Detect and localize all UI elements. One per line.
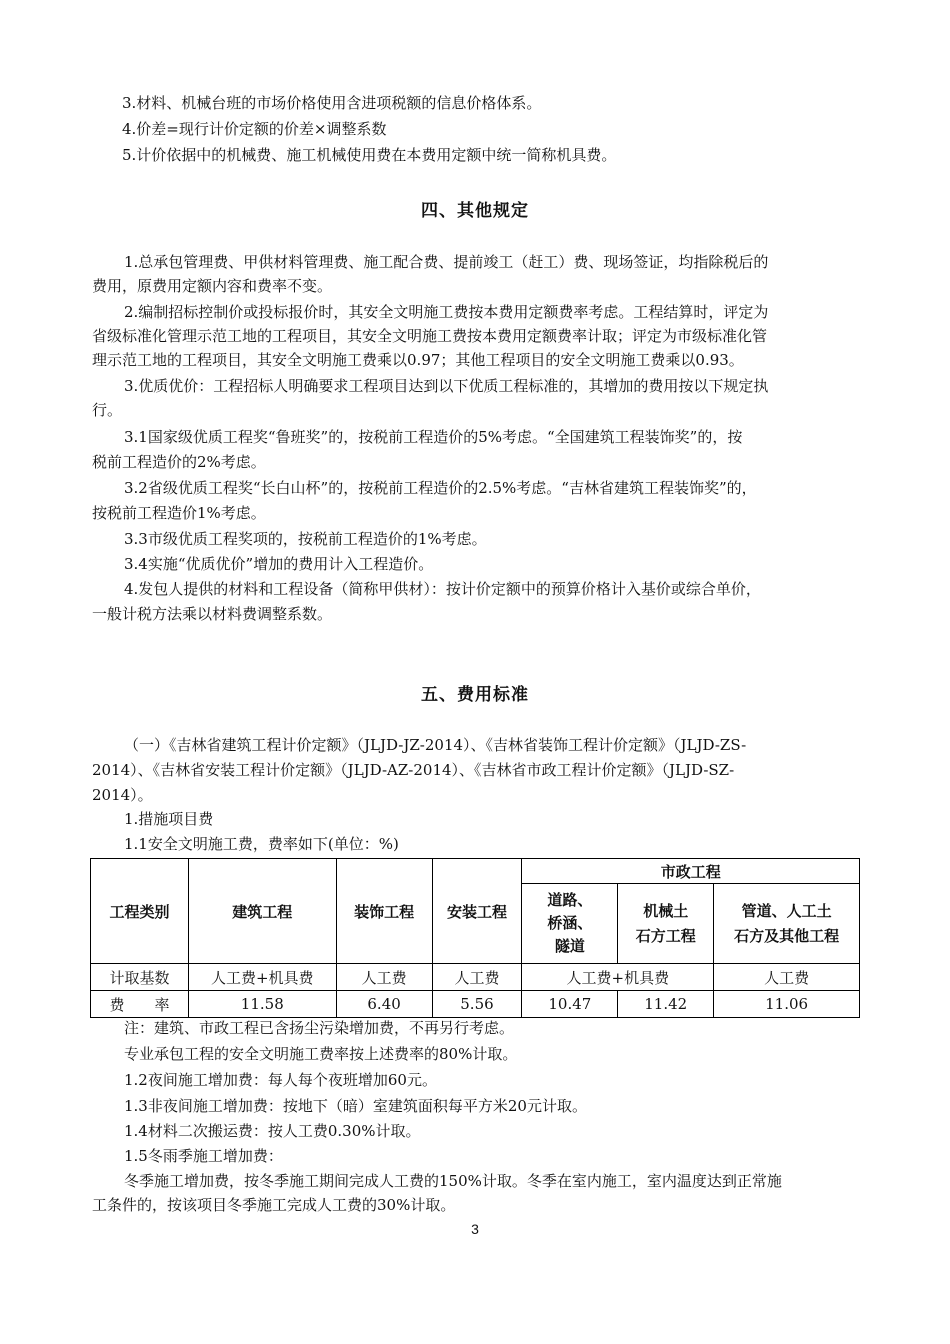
s4-line: 税前工程造价的2%考虑。: [92, 453, 266, 471]
item-4: 4.价差=现行计价定额的价差×调整系数: [122, 120, 387, 138]
s4-line: 理示范工地的工程项目，其安全文明施工费乘以0.97；其他工程项目的安全文明施工费乘以0.93。: [92, 351, 744, 369]
table-cell: 6.40: [336, 991, 432, 1018]
header-text: 石方及其他工程: [734, 926, 840, 945]
body-line: 1.4材料二次搬运费：按人工费0.30%计取。: [124, 1122, 421, 1140]
body-line: 冬季施工增加费，按冬季施工期间完成人工费的150%计取。冬季在室内施工，室内温度达到正常施: [124, 1172, 782, 1190]
header-building: 建筑工程: [188, 859, 336, 964]
header-text: 桥涵、: [547, 914, 593, 932]
s4-line: 3.1国家级优质工程奖“鲁班奖”的，按税前工程造价的5%考虑。“全国建筑工程装饰奖”的，按: [124, 428, 743, 446]
s5-line: （一）《吉林省建筑工程计价定额》（JLJD-JZ-2014）、《吉林省装饰工程计价定额》（JLJD-ZS-: [124, 736, 747, 754]
body-line: 1.3非夜间施工增加费：按地下（暗）室建筑面积每平方米20元计取。: [124, 1097, 587, 1115]
item-3: 3.材料、机械台班的市场价格使用含进项税额的信息价格体系。: [122, 94, 542, 112]
table-row: [91, 991, 860, 1018]
s5-line: 2014）、《吉林省安装工程计价定额》（JLJD-AZ-2014）、《吉林省市政工程计价定额》（JLJD-SZ-: [92, 761, 735, 779]
header-decoration: 装饰工程: [336, 859, 432, 964]
header-install: 安装工程: [432, 859, 522, 964]
table-cell: 5.56: [432, 991, 522, 1018]
section-4-heading: 四、其他规定: [421, 201, 529, 221]
body-line: 工条件的，按该项目冬季施工完成人工费的30%计取。: [92, 1196, 456, 1214]
s5-line: 1.措施项目费: [124, 810, 214, 828]
table-cell: 11.58: [188, 991, 336, 1018]
s4-line: 4.发包人提供的材料和工程设备（简称甲供材）：按计价定额中的预算价格计入基价或综合单价，: [124, 580, 761, 598]
s4-line: 3.3市级优质工程奖项的，按税前工程造价的1%考虑。: [124, 530, 487, 548]
header-text: 管道、人工土: [741, 901, 832, 920]
header-text: 机械土: [643, 901, 689, 920]
header-mechanical-earthwork: [618, 884, 714, 964]
s4-line: 1.总承包管理费、甲供材料管理费、施工配合费、提前竣工（赶工）费、现场签证，均指除税后的: [124, 253, 769, 271]
s4-line: 省级标准化管理示范工地的工程项目，其安全文明施工费按本费用定额费率计取；评定为市级标准化管: [92, 327, 768, 345]
s4-line: 3.4实施“优质优价”增加的费用计入工程造价。: [124, 555, 434, 573]
header-municipal: 市政工程: [522, 859, 860, 884]
s4-line: 2.编制招标控制价或投标报价时，其安全文明施工费按本费用定额费率考虑。工程结算时，评定为: [124, 303, 769, 321]
safety-fee-rate-table: [90, 858, 860, 1018]
table-cell: 10.47: [522, 991, 618, 1018]
table-cell: 人工费: [714, 964, 860, 991]
header-category: 工程类别: [91, 859, 189, 964]
s4-line: 3.2省级优质工程奖“长白山杯”的，按税前工程造价的2.5%考虑。“吉林省建筑工程装饰奖”的，: [124, 479, 757, 497]
section-5-heading: 五、费用标准: [421, 685, 529, 705]
item-5: 5.计价依据中的机械费、施工机械使用费在本费用定额中统一简称机具费。: [122, 146, 617, 164]
row-label: 费 率: [91, 991, 189, 1018]
s4-line: 行。: [92, 401, 123, 419]
note-line: 注：建筑、市政工程已含扬尘污染增加费，不再另行考虑。: [124, 1019, 515, 1037]
s4-line: 费用，原费用定额内容和费率不变。: [92, 277, 333, 295]
header-text: 道路、: [547, 891, 593, 909]
table-cell: 人工费: [432, 964, 522, 991]
s4-line: 一般计税方法乘以材料费调整系数。: [92, 605, 333, 623]
table-cell: 11.06: [714, 991, 860, 1018]
s5-line: 1.1安全文明施工费，费率如下(单位：%): [124, 835, 399, 853]
s4-line: 3.优质优价：工程招标人明确要求工程项目达到以下优质工程标准的，其增加的费用按以下规定执: [124, 377, 769, 395]
body-line: 专业承包工程的安全文明施工费率按上述费率的80%计取。: [124, 1045, 518, 1063]
table-cell: 人工费+机具费: [188, 964, 336, 991]
s5-line: 2014）。: [92, 786, 153, 804]
body-line: 1.5冬雨季施工增加费：: [124, 1147, 283, 1165]
table-cell: 11.42: [618, 991, 714, 1018]
table-cell: 人工费: [336, 964, 432, 991]
header-text: 隧道: [554, 937, 585, 955]
table-row: [91, 964, 860, 991]
header-road-bridge-tunnel: [522, 884, 618, 964]
header-pipe-manual-earthwork: [714, 884, 860, 964]
body-line: 1.2夜间施工增加费：每人每个夜班增加60元。: [124, 1071, 437, 1089]
table-cell: 人工费+机具费: [522, 964, 714, 991]
row-label: 计取基数: [91, 964, 189, 991]
header-text: 石方工程: [635, 926, 696, 945]
page-number: 3: [471, 1221, 479, 1237]
s4-line: 按税前工程造价1%考虑。: [92, 504, 266, 522]
